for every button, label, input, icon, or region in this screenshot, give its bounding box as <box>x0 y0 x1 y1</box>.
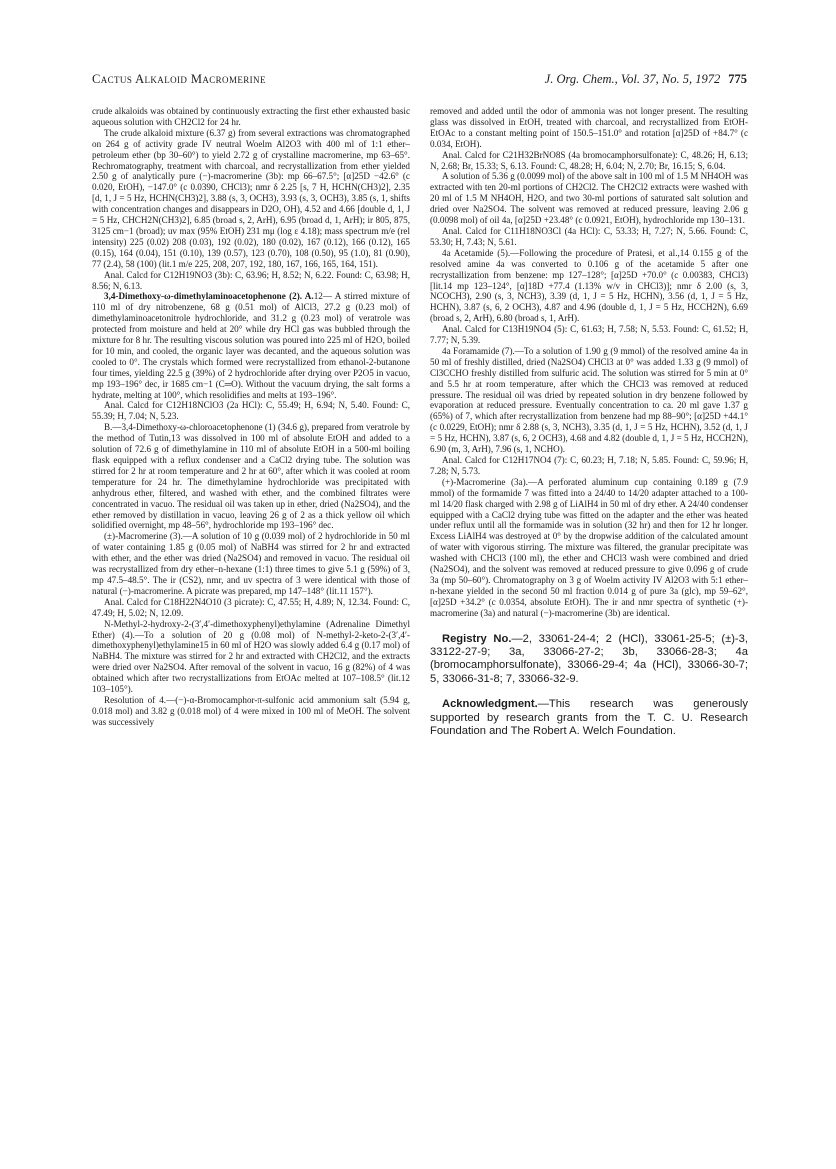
paragraph: removed and added until the odor of ammonia was not longer present. The resulting glass was dissolved in EtOH, treated with charcoal, and recrystallized from EtOH-EtOAc to a constant melting point of 150.5–151.0° and rotation [α]25D of +84.7° (c 0.034, EtOH). <box>430 106 748 149</box>
acknowledgment <box>430 698 748 738</box>
left-column <box>92 106 410 728</box>
running-head <box>92 72 747 92</box>
acknowledgment-heading: Acknowledgment. <box>442 698 538 711</box>
right-column <box>430 106 748 738</box>
paragraph: Anal. Calcd for C12H18NClO3 (2a HCl): C, 55.49; H, 6.94; N, 5.40. Found: C, 55.39; H, 7.04; N, 5.23. <box>92 400 410 422</box>
paragraph: (±)-Macromerine (3).—A solution of 10 g (0.039 mol) of 2 hydrochloride in 50 ml of water containing 1.85 g (0.05 mol) of NaBH4 was stirred for 2 hr and extracted with ether, and the ether was dried (Na2SO4) and removed in vacuo. The residual oil was recrystallized from dry ether–n-hexane (1:1) three times to give 5.1 g (59%) of 3, mp 47.5–48.5°. The ir (CS2), nmr, and uv spectra of 3 were identical with those of natural (−)-macromerine. A picrate was prepared, mp 147–148° (lit.11 157°). <box>92 531 410 596</box>
paragraph: The crude alkaloid mixture (6.37 g) from several extractions was chromatographed on 264 g of activity grade IV neutral Woelm Al2O3 with 400 ml of 1:1 ether–petroleum ether (bp 30–60°) to yield 2.72 g of crystalline macromerine, mp 63–65°. Rechromatography, treatment with charcoal, and recrystallization from ether yielded 2.50 g of analytically pure (−)-macromerine (3b): mp 66–67.5°; [α]25D −42.6° (c 0.020, EtOH), −147.0° (c 0.0390, CHCl3); nmr δ 2.25 [s, 7 H, HCHN(CH3)2], 2.35 [d, 1, J = 5 Hz, HCHN(CH3)2], 3.88 (s, 3, OCH3), 3.93 (s, 3, OCH3), 3.85 (s, 1, shifts with concentration changes and disappears in D2O, OH), 4.52 and 4.66 [double d, 1, J = 5 Hz, CHCH2N(CH3)2], 6.85 (broad s, 2, ArH), 6.95 (broad d, 1, ArH); ir 805, 875, 3125 cm−1 (broad); uv max (95% EtOH) 231 mμ (log ε 4.18); mass spectrum m/e (rel intensity) 225 (0.02) 208 (0.03), 192 (0.02), 180 (0.02), 167 (0.12), 166 (0.12), 165 (0.15), 164 (0.04), 151 (0.10), 139 (0.57), 123 (0.70), 108 (0.50), 95 (1.0), 81 (0.90), 77 (2.4), 58 (100) (lit.1 m/e 225, 208, 207, 192, 180, 167, 166, 165, 164, 151). <box>92 127 410 269</box>
paragraph: 4a Foramamide (7).—To a solution of 1.90 g (9 mmol) of the resolved amine 4a in 50 ml of freshly distilled, dried (Na2SO4) CHCl3 at 0° was added 1.33 g (9 mmol) of Cl3CCHO freshly distilled from sulfuric acid. The solution was stirred for 5 min at 0° and 5.5 hr at room temperature, after which the CHCl3 was removed at reduced pressure. The residual oil was dried by repeated solution in dry benzene followed by evaporation at reduced pressure. Eventually concentration to ca. 20 ml gave 1.37 g (65%) of 7, which after recrystallization from benzene had mp 88–90°; [α]25D +44.1° (c 0.0229, EtOH); nmr δ 2.88 (s, 3, NCH3), 3.35 (d, 1, J = 5 Hz, HCHN), 3.52 (d, 1, J = 5 Hz, HCHN), 3.87 (s, 6, 2 OCH3), 4.68 and 4.82 (double d, 1, J = 5 Hz, HCCH2N), 6.90 (m, 3, ArH), 7.96 (s, 1, NCHO). <box>430 345 748 455</box>
running-title: Cactus Alkaloid Macromerine <box>92 72 266 86</box>
paragraph: Anal. Calcd for C12H17NO4 (7): C, 60.23; H, 7.18; N, 5.85. Found: C, 59.96; H, 7.28; N, 5.73. <box>430 455 748 476</box>
paragraph: Resolution of 4.—(−)-α-Bromocamphor-π-sulfonic acid ammonium salt (5.94 g, 0.018 mol) and 3.82 g (0.018 mol) of 4 were mixed in 100 ml of MeOH. The solvent was successively <box>92 694 410 727</box>
paragraph: Anal. Calcd for C13H19NO4 (5): C, 61.63; H, 7.58; N, 5.53. Found: C, 61.52; H, 7.77; N, 5.39. <box>430 324 748 346</box>
paragraph: Anal. Calcd for C18H22N4O10 (3 picrate): C, 47.55; H, 4.89; N, 12.34. Found: C, 47.49; H, 5.02; N, 12.09. <box>92 596 410 618</box>
registry-numbers <box>430 633 748 687</box>
paragraph-body: 12— A stirred mixture of 110 ml of dry nitrobenzene, 68 g (0.51 mol) of AlCl3, 27.2 g (0.23 mol) of dimethylaminoacetonitrole hydrochloride, and 31.2 g (0.23 mol) of veratrole was protected from moisture and held at 20° while dry HCl gas was bubbled through the mixture for 8 hr. The resulting viscous solution was poured into 225 ml of H2O, boiled for 10 min, and cooled, the organic layer was decanted, and the aqueous solution was cooled to 0°. The crystals which formed were recrystallized from ethanol-2-butanone four times, yielding 22.5 g (39%) of 2 hydrochloride after drying over P2O5 in vacuo, mp 193–196° dec, ir 1685 cm−1 (C═O). Without the vacuum drying, the salt forms a hydrate, melting at 100°, which resolidifies and melts at 193–196°. <box>92 291 410 400</box>
paragraph: B.—3,4-Dimethoxy-ω-chloroacetophenone (1) (34.6 g), prepared from veratrole by the method of Tutin,13 was dissolved in 100 ml of absolute EtOH and added to a solution of 72.6 g of dimethylamine in 110 ml of absolute EtOH in a 500-ml boiling flask equipped with a reflux condenser and a CaCl2 drying tube. The solution was stirred for 2 hr at room temperature and 2 hr at 60°, after which it was cooled at room temperature for 24 hr. The dimethylamine hydrochloride was precipitated with anhydrous ether, filtered, and washed with ether, and the combined filtrates were concentrated in vacuo. The residual oil was taken up in ether, dried (Na2SO4), and the ether removed by distillation in vacuo, leaving 26 g of 2 as a thick yellow oil which solidified overnight, mp 48–56°, hydrochloride mp 193–196° dec. <box>92 422 410 531</box>
registry-text: —2, 33061-24-4; 2 (HCl), 33061-25-5; (±)-3, 33122-27-9; 3a, 33066-27-2; 3b, 33066-28-3; 4a (bromocamphorsulfonate), 33066-29-4; 4a (HCl), 33066-30-7; 5, 33066-31-8; 7, 33066-32-9. <box>430 632 748 685</box>
journal-citation <box>545 72 747 87</box>
paragraph: 4a Acetamide (5).—Following the procedure of Pratesi, et al.,14 0.155 g of the resolved amine 4a was converted to 0.106 g of the acetamide 5 after one recrystallization from benzene: mp 127–128°; [α]25D +70.0° (c 0.00383, CHCl3) [lit.14 mp 123–124°, [α]18D +77.4 (1.13% w/v in CHCl3)]; nmr δ 2.00 (s, 3, NCOCH3), 2.90 (s, 3, NCH3), 3.39 (d, 1, J = 5 Hz, HCHN), 3.56 (d, 1, J = 5 Hz, HCHN), 3.87 (s, 6, 2 OCH3), 4.87 and 4.96 (double d, 1, J = 5 Hz, HCCH2N), 6.69 (broad s, 2, ArH), 6.80 (broad s, 1, ArH). <box>430 247 748 324</box>
paragraph: A solution of 5.36 g (0.0099 mol) of the above salt in 100 ml of 1.5 M NH4OH was extracted with ten 20-ml portions of CH2Cl2. The CH2Cl2 extracts were washed with 20 ml of 1.5 M NH4OH, H2O, and two 30-ml portions of saturated salt solution and dried over Na2SO4. The solvent was removed at reduced pressure, leaving 2.06 g (0.0098 mol) of oil 4a, [α]25D +23.48° (c 0.0921, EtOH), hydrochloride mp 130–131. <box>430 171 748 226</box>
journal-name: J. Org. Chem., Vol. 37, No. 5, 1972 <box>544 72 721 86</box>
paragraph: Anal. Calcd for C21H32BrNO8S (4a bromocamphorsulfonate): C, 48.26; H, 6.13; N, 2.68; Br, 15.33; S, 6.13. Found: C, 48.28; H, 6.04; N, 2.70; Br, 16.15; S, 6.04. <box>430 149 748 171</box>
registry-heading: Registry No. <box>442 632 512 645</box>
acknowledgment-text: —This research was generously supported by research grants from the T. C. U. Research Foundation and The Robert A. Welch Foundation. <box>430 698 748 738</box>
paragraph: N-Methyl-2-hydroxy-2-(3′,4′-dimethoxyphenyl)ethylamine (Adrenaline Dimethyl Ether) (4).—To a solution of 20 g (0.08 mol) of N-methyl-2-keto-2-(3′,4′-dimethoxyphenyl)ethylamine15 in 60 ml of H2O was slowly added 6.4 g (0.17 mol) of NaBH4. The mixture was stirred for 2 hr and extracted with CH2Cl2, and the extracts were dried over Na2SO4. After removal of the solvent in vacuo, 16 g (82%) of 4 was obtained which after two recrystallizations from EtOAc melted at 107–108.5° (lit.12 103–105°). <box>92 618 410 695</box>
paragraph <box>92 291 410 400</box>
paragraph: Anal. Calcd for C12H19NO3 (3b): C, 63.96; H, 8.52; N, 6.22. Found: C, 63.98; H, 8.56; N, 6.13. <box>92 269 410 291</box>
paragraph: (+)-Macromerine (3a).—A perforated aluminum cup containing 0.189 g (7.9 mmol) of the formamide 7 was fitted into a 24/40 to 14/20 adapter attached to a 100-ml 14/20 flask charged with 2.98 g of LiAlH4 in 50 ml of dry ether. A 24/40 condenser equipped with a CaCl2 drying tube was fitted on the adapter and the ether was heated under reflux until all the formamide was in solution (32 hr) and then for 12 hr longer. Excess LiAlH4 was destroyed at 0° by the dropwise addition of the calculated amount of water with vigorous stirring. The mixture was filtered, the granular precipitate was washed with CHCl3 (100 ml), the ether and CHCl3 wash were combined and dried (Na2SO4), and the solvent was removed at reduced pressure to give 0.096 g of crude 3a (mp 50–60°). Chromatography on 3 g of Woelm activity IV Al2O3 with 5:1 ether–n-hexane yielded in the second 50 ml fraction 0.014 g of pure 3a (glc), mp 59–62°, [α]25D +34.2° (c 0.0354, absolute EtOH). The ir and nmr spectra of synthetic (+)-macromerine (3a) and natural (−)-macromerine (3b) are identical. <box>430 476 748 618</box>
section-heading: 3,4-Dimethoxy-ω-dimethylaminoacetophenone (2). A. <box>104 291 314 302</box>
paragraph: crude alkaloids was obtained by continuously extracting the first ether exhausted basic aqueous solution with CH2Cl2 for 24 hr. <box>92 106 410 127</box>
page-number: 775 <box>728 72 747 86</box>
paragraph: Anal. Calcd for C11H18NO3Cl (4a HCl): C, 53.33; H, 7.27; N, 5.66. Found: C, 53.30; H, 7.43; N, 5.61. <box>430 225 748 247</box>
